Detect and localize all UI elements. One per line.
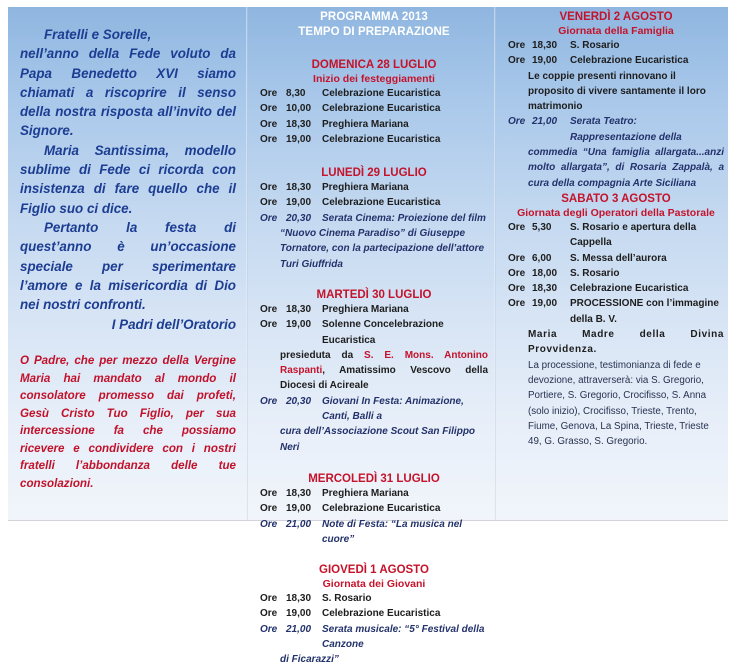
event-continuation: cura dell’Associazione Scout San Filippo Neri	[280, 426, 476, 453]
event-row: Ore 18,30 S. Rosario	[508, 40, 620, 51]
event-row: Ore 19,00 Celebrazione Eucaristica	[260, 503, 441, 515]
event-row: Ore 19,00 Celebrazione Eucaristica	[260, 133, 441, 145]
day-theme: Giornata dei Giovani	[322, 578, 426, 591]
day-theme: Giornata degli Operatori della Pastorale	[517, 206, 715, 219]
day-section	[260, 288, 488, 455]
event-row: Ore 19,00 Celebrazione Eucaristica	[260, 197, 441, 209]
event-row: Ore 20,30 Giovani In Festa: Animazione, Canti, Balli a	[260, 395, 464, 423]
day-theme: Inizio dei festeggiamenti	[313, 73, 435, 85]
intro-paragraph: Pertanto la festa di quest’anno è un’occasione speciale per sperimentare l’amore e la misericordia di Dio nei nostri confronti.	[20, 219, 236, 313]
program-subtitle: TEMPO DI PREPARAZIONE	[298, 26, 450, 38]
event-row: Ore 18,30 Preghiera Mariana	[260, 182, 409, 194]
event-row: Ore 5,30 S. Rosario e apertura della Cappella	[508, 221, 697, 249]
day-section	[508, 10, 724, 191]
day-date: LUNEDÌ 29 LUGLIO	[321, 167, 427, 180]
event-row: Ore 18,30 Preghiera Mariana	[260, 487, 409, 499]
event-row: Ore 18,00 S. Rosario	[508, 267, 620, 279]
day-date: MARTEDÌ 30 LUGLIO	[316, 288, 432, 301]
intro-paragraph: nell’anno della Fede voluto da Papa Benedetto XVI siamo chiamati a riscoprire il senso della nostra risposta all’invito del Signore.	[20, 46, 236, 139]
event-row: Ore 10,00 Celebrazione Eucaristica	[260, 103, 441, 115]
event-row: Ore 21,00 Note di Festa: “La musica nel cuore”	[260, 518, 463, 545]
event-continuation: di Ficarazzi”	[280, 654, 339, 666]
event-row: Ore 18,30 Celebrazione Eucaristica	[508, 283, 689, 295]
program-title: PROGRAMMA 2013	[320, 11, 428, 23]
day-date: GIOVEDÌ 1 AGOSTO	[319, 564, 429, 577]
event-row: Ore 6,00 S. Messa dell’aurora	[508, 252, 667, 264]
day-section	[260, 58, 488, 147]
day-section	[508, 192, 724, 449]
event-row: Ore 19,00 Solenne Concelebrazione Eucaristica	[260, 319, 444, 346]
day-section	[260, 563, 488, 667]
event-row: Ore 21,00 Serata Teatro: Rappresentazione della	[508, 116, 682, 143]
right-panel	[496, 7, 728, 520]
day-theme: Giornata della Famiglia	[558, 25, 674, 37]
prayer-text: O Padre, che per mezzo della Vergine Maria hai mandato al mondo il consolatore promesso dai profeti, Gesù Cristo Tuo Figlio, per sua intercessione fa che possiamo ricevere e condividere con i nostri fratelli l’abbondanza delle tue consolazioni.	[20, 354, 236, 490]
greeting: Fratelli e Sorelle,	[44, 27, 152, 42]
intro-message	[20, 25, 236, 335]
event-row: Ore 20,30 Serata Cinema: Proiezione del film	[260, 212, 486, 224]
brochure-sheet	[8, 7, 728, 666]
event-row: Ore 18,30 Preghiera Mariana	[260, 118, 409, 130]
day-date: SABATO 3 AGOSTO	[561, 192, 671, 205]
event-continuation: “Nuovo Cinema Paradiso” di Giuseppe Tornatore, con la partecipazione dell’attore Turi Giuffrida	[280, 228, 485, 270]
bishop-name: S. E. Mons. Antonino Raspanti	[280, 349, 488, 377]
day-date: DOMENICA 28 LUGLIO	[311, 59, 437, 71]
event-row: Ore 19,00 PROCESSIONE con l’immagine della B. V.	[508, 298, 719, 325]
event-continuation: Maria Madre della Divina Provvidenza.	[528, 329, 724, 356]
event-row: Ore 19,00 Celebrazione Eucaristica	[508, 55, 689, 67]
intro-paragraph: Maria Santissima, modello sublime di Fede ci ricorda con insistenza di fare quello che il Figlio suo ci dice.	[20, 142, 236, 216]
event-continuation: presieduta da S. E. Mons. Antonino Raspanti, Amatissimo Vescovo della Diocesi di Acireale	[280, 349, 488, 392]
event-row: Ore 8,30 Celebrazione Eucaristica	[260, 88, 441, 99]
day-section	[260, 472, 488, 547]
procession-route: La processione, testimonianza di fede e devozione, attraverserà: via S. Gregorio, Portiere, S. Gregorio, Crocifisso, S. Anna (solo inizio), Crocifisso, Trieste, Trento, Fiume, Genova, La Spina, Trieste, Trieste 49, G. Grasso, S. Gregorio.	[528, 359, 709, 448]
day-section	[260, 166, 488, 272]
event-row: Ore 18,30 S. Rosario	[260, 593, 372, 605]
day-date: MERCOLEDÌ 31 LUGLIO	[308, 472, 440, 485]
left-panel	[8, 7, 246, 520]
day-date: VENERDÌ 2 AGOSTO	[559, 11, 673, 23]
event-continuation: commedia “Una famiglia allargata...anzi molto allargata”, di Rosaria Zappalà, a cura della compagnia Arte Siciliana	[528, 147, 724, 189]
event-continuation: Le coppie presenti rinnovano il proposito di vivere santamente il loro matrimonio	[528, 70, 706, 113]
event-row: Ore 19,00 Celebrazione Eucaristica	[260, 608, 441, 620]
middle-panel	[248, 7, 494, 666]
signature: I Padri dell’Oratorio	[111, 317, 236, 333]
event-row: Ore 18,30 Preghiera Mariana	[260, 303, 409, 315]
event-row: Ore 21,00 Serata musicale: “5° Festival della Canzone	[260, 623, 485, 651]
